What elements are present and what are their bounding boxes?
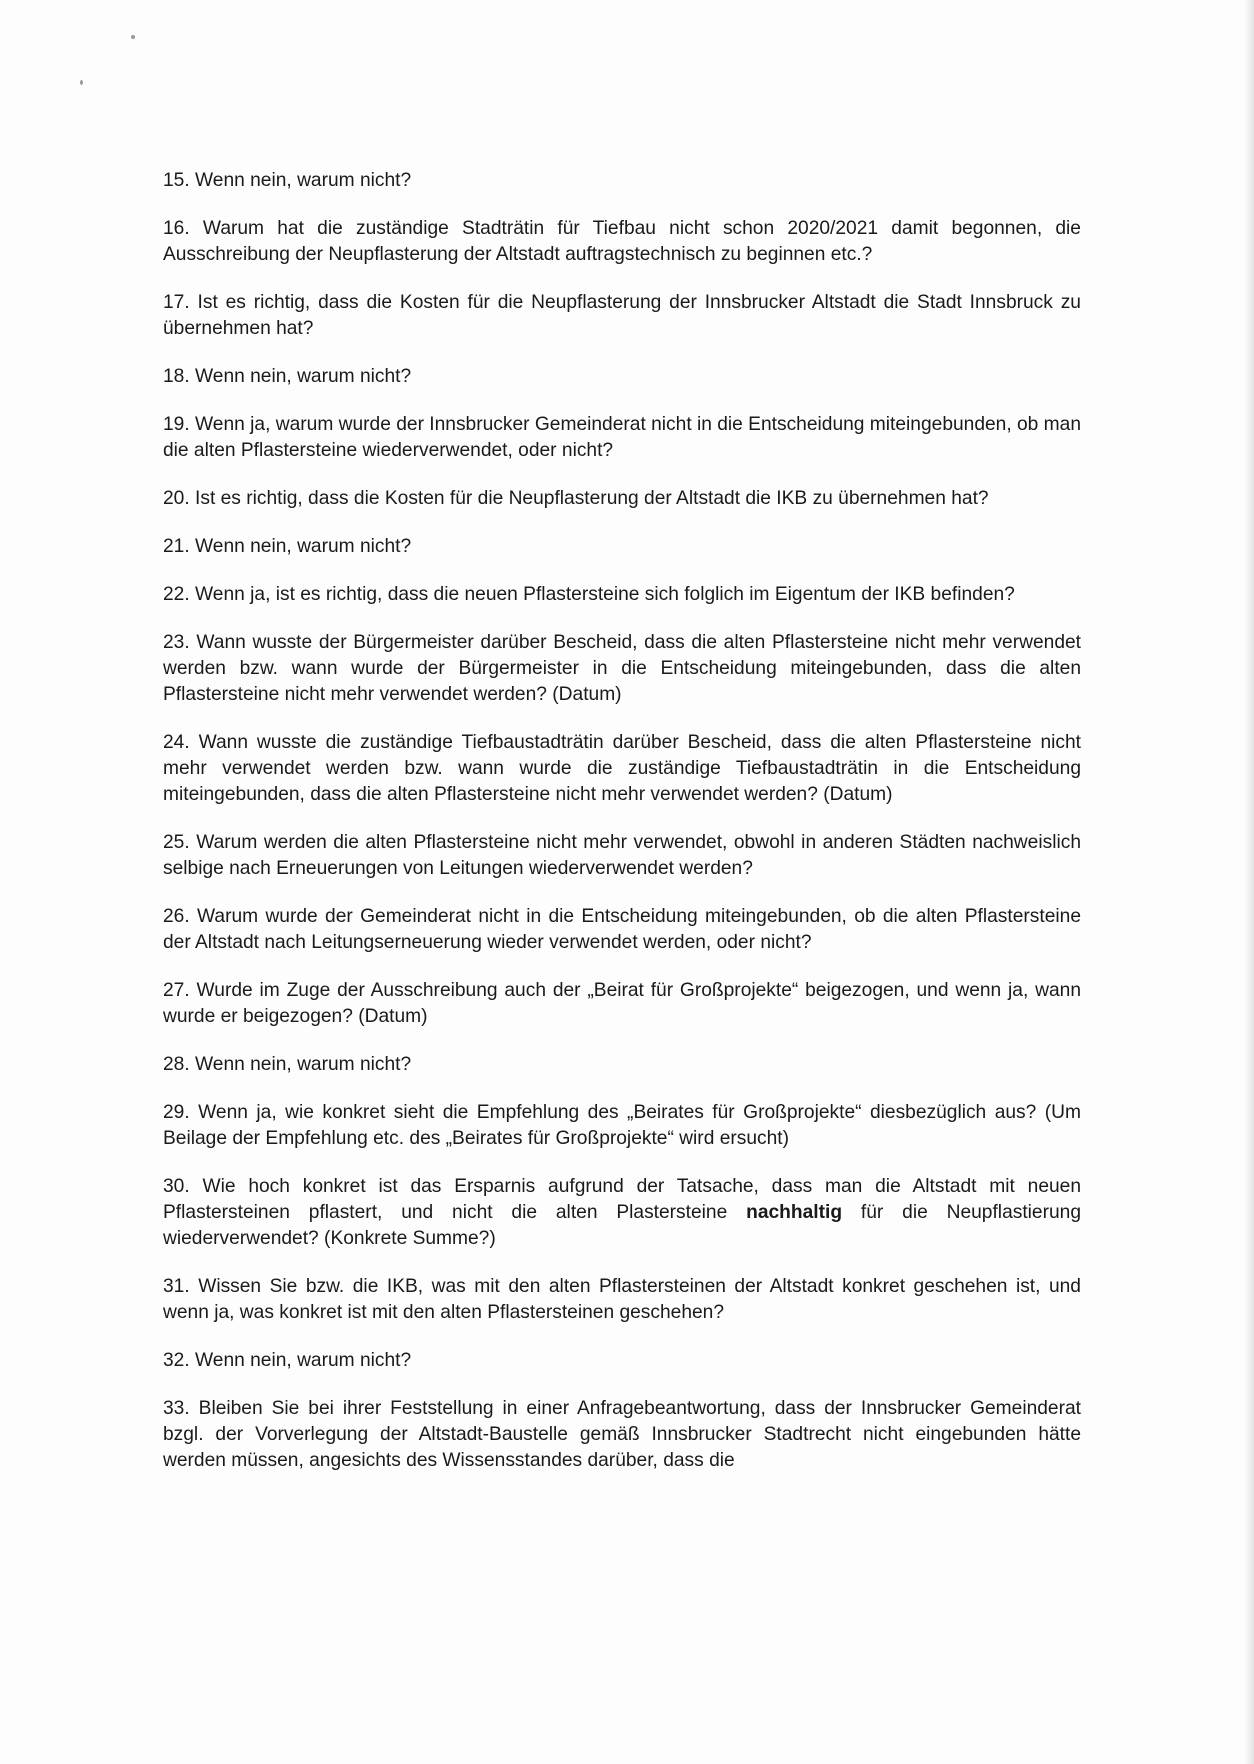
question-21: 21. Wenn nein, warum nicht? (163, 536, 412, 557)
question-20: 20. Ist es richtig, dass die Kosten für die Neupflasterung der Altstadt die IKB zu übernehmen hat? (163, 488, 989, 509)
question-17: 17. Ist es richtig, dass die Kosten für die Neupflasterung der Innsbrucker Altstadt die Stadt Innsbruck zu übernehmen hat? (163, 292, 1081, 339)
question-33: 33. Bleiben Sie bei ihrer Feststellung in einer Anfragebeantwortung, dass der Innsbrucker Gemeinderat bzgl. der Vorverlegung der Altstadt-Baustelle gemäß Innsbrucker Stadtrecht nicht eingebunden hätte werden müssen, angesichts des Wissensstandes darüber, dass die (163, 1398, 1081, 1471)
question-30: 30. Wie hoch konkret ist das Ersparnis aufgrund der Tatsache, dass man die Altstadt mit neuen Pflastersteinen pflastert, und nicht die alten Plastersteine nachhaltig für die Neupflastierung wiederverwendet? (Konkrete Summe?) (163, 1176, 1082, 1249)
question-16: 16. Warum hat die zuständige Stadträtin für Tiefbau nicht schon 2020/2021 damit begonnen, die Ausschreibung der Neupflasterung der Altstadt auftragstechnisch zu beginnen etc.? (163, 218, 1081, 265)
scan-edge-shadow (1244, 0, 1254, 1764)
question-26: 26. Warum wurde der Gemeinderat nicht in die Entscheidung miteingebunden, ob die alten Pflastersteine der Altstadt nach Leitungserneuerung wieder verwendet werden, oder nicht? (163, 906, 1081, 953)
question-23: 23. Wann wusste der Bürgermeister darüber Bescheid, dass die alten Pflastersteine nicht mehr verwendet werden bzw. wann wurde der Bürgermeister in die Entscheidung miteingebunden, dass die alten Pflastersteine nicht mehr verwendet werden? (Datum) (163, 632, 1081, 705)
scan-speck (131, 35, 135, 39)
question-28: 28. Wenn nein, warum nicht? (163, 1054, 412, 1075)
question-24: 24. Wann wusste die zuständige Tiefbaustadträtin darüber Bescheid, dass die alten Pflastersteine nicht mehr verwendet werden bzw. wann wurde die zuständige Tiefbaustadträtin in die Entscheidung miteingebunden, dass die alten Pflastersteine nicht mehr verwendet werden? (Datum) (163, 732, 1081, 805)
question-15: 15. Wenn nein, warum nicht? (163, 170, 412, 191)
question-25: 25. Warum werden die alten Pflastersteine nicht mehr verwendet, obwohl in anderen Städten nachweislich selbige nach Erneuerungen von Leitungen wiederverwendet werden? (163, 832, 1081, 879)
emphasis-bold: nachhaltig (746, 1202, 843, 1223)
question-list (163, 168, 1081, 1474)
question-18: 18. Wenn nein, warum nicht? (163, 366, 412, 387)
question-29: 29. Wenn ja, wie konkret sieht die Empfehlung des „Beirates für Großprojekte“ diesbezüglich aus? (Um Beilage der Empfehlung etc. des „Beirates für Großprojekte“ wird ersucht) (163, 1102, 1081, 1149)
question-19: 19. Wenn ja, warum wurde der Innsbrucker Gemeinderat nicht in die Entscheidung miteingebunden, ob man die alten Pflastersteine wiederverwendet, oder nicht? (163, 414, 1082, 461)
question-32: 32. Wenn nein, warum nicht? (163, 1350, 412, 1371)
question-27: 27. Wurde im Zuge der Ausschreibung auch der „Beirat für Großprojekte“ beigezogen, und wenn ja, wann wurde er beigezogen? (Datum) (163, 980, 1081, 1027)
question-22: 22. Wenn ja, ist es richtig, dass die neuen Pflastersteine sich folglich im Eigentum der IKB befinden? (163, 584, 1015, 605)
scan-speck (80, 80, 83, 85)
question-31: 31. Wissen Sie bzw. die IKB, was mit den alten Pflastersteinen der Altstadt konkret geschehen ist, und wenn ja, was konkret ist mit den alten Pflastersteinen geschehen? (163, 1276, 1081, 1323)
